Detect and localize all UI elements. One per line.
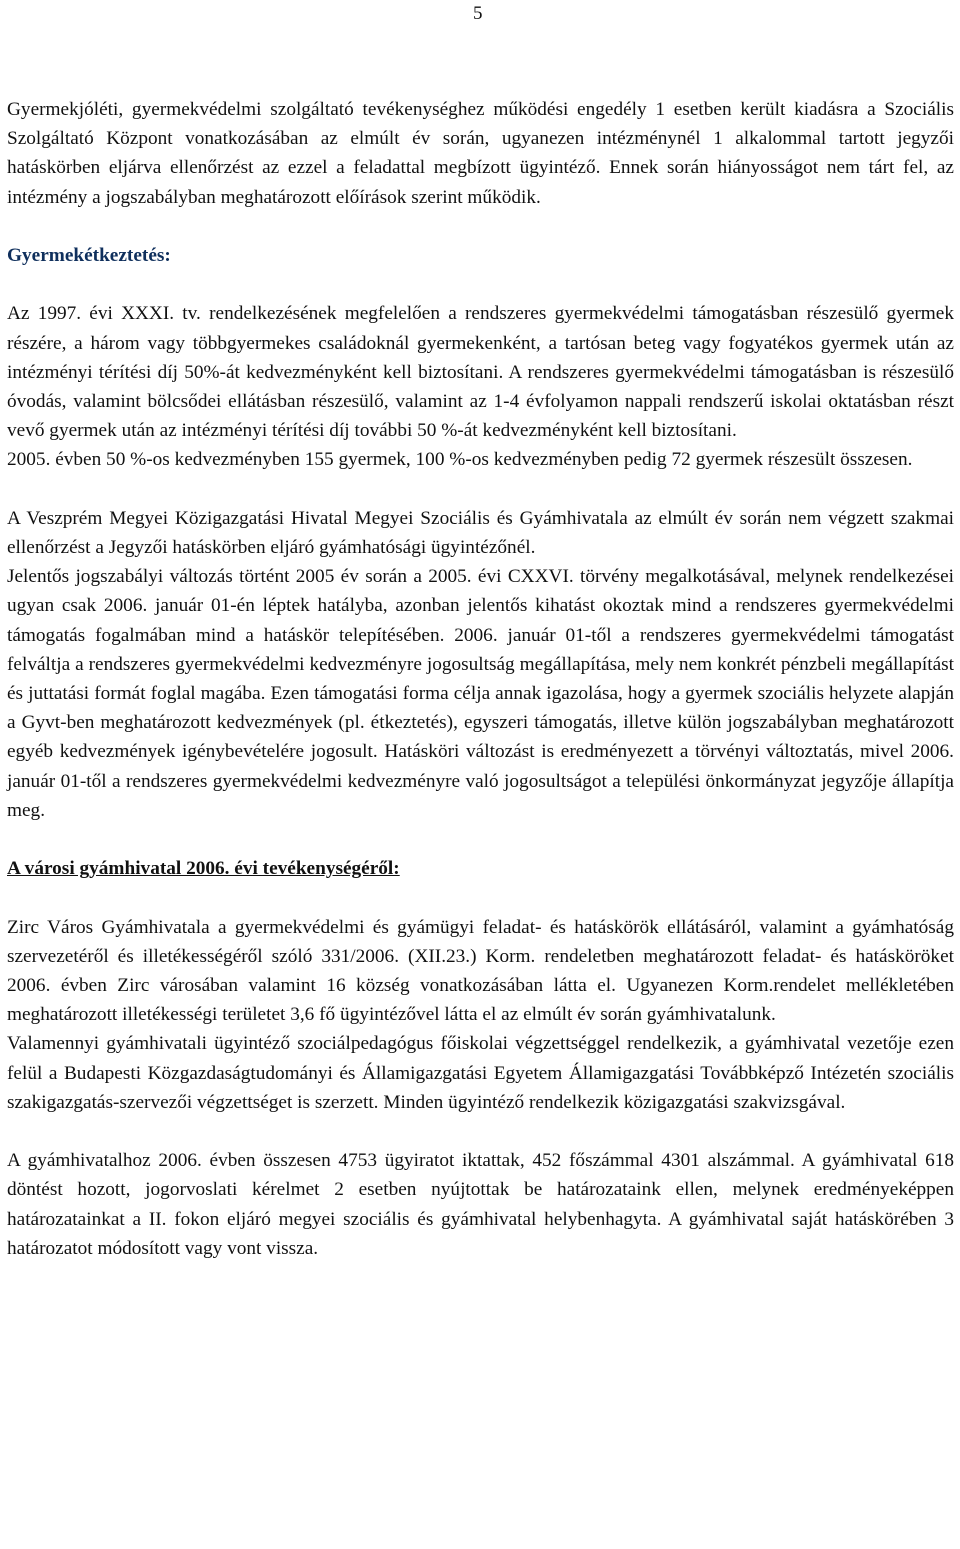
- office-staff-paragraph: Valamennyi gyámhivatali ügyintéző szociálpedagógus főiskolai végzettséggel rendelkezik, a gyámhivatal vezetője ezen felül a Budapesti Közgazdaságtudományi és Államigazgatási Egyetem Államigazgatási Továbbképző Intézetén szociális szakigazgatás-szervezői végzettséget is szerzett. Minden ügyintéző rendelkezik közigazgatási szakvizsgával.: [7, 1033, 954, 1113]
- page-number: 5: [473, 3, 483, 24]
- spacer: [7, 825, 954, 854]
- feeding-paragraph: Az 1997. évi XXXI. tv. rendelkezésének megfelelően a rendszeres gyermekvédelmi támogatásban részesülő gyermek részére, a három vagy többgyermekes családoknál gyermekenként, a tartósan beteg vagy fogyatékos gyermek után az intézményi térítési díj 50%-át kedvezményként kell biztosítani. A rendszeres gyermekvédelmi támogatásban is részesülő óvodás, valamint bölcsődei ellátásban részesülő, valamint az 1-4 évfolyamon nappali rendszerű iskolai oktatásban részt vevő gyermek után az intézményi térítési díj további 50 %-át kedvezményként kell biztosítani.: [7, 303, 954, 442]
- intro-paragraph: Gyermekjóléti, gyermekvédelmi szolgáltató tevékenységhez működési engedély 1 esetben került kiadásra a Szociális Szolgáltató Központ vonatkozásában az elmúlt év során, ugyanezen intézménynél 1 alkalommal tartott jegyzői hatáskörben eljárva ellenőrzést az ezzel a feladattal megbízott ügyintéző. Ennek során hiányosságot nem tárt fel, az intézmény a jogszabályban meghatározott előírások szerint működik.: [7, 99, 954, 208]
- spacer: [7, 212, 954, 241]
- feeding-statistics-paragraph: 2005. évben 50 %-os kedvezményben 155 gyermek, 100 %-os kedvezményben pedig 72 gyermek részesült összesen.: [7, 449, 913, 471]
- spacer: [7, 883, 954, 912]
- section-heading-gyamhivatal: A városi gyámhivatal 2006. évi tevékenységéről:: [7, 858, 400, 880]
- office-statistics-paragraph: A gyámhivatalhoz 2006. évben összesen 4753 ügyiratot iktattak, 452 főszámmal 4301 alszámmal. A gyámhivatal 618 döntést hozott, jogorvoslati kérelmet 2 esetben nyújtottak be határozataink ellen, melynek eredményeképpen határozatainkat a II. fokon eljáró megyei szociális és gyámhivatal helybenhagyta. A gyámhivatal saját hatáskörében 3 határozatot módosított vagy vont vissza.: [7, 1150, 954, 1259]
- document-body: [7, 95, 954, 1263]
- inspection-paragraph: A Veszprém Megyei Közigazgatási Hivatal Megyei Szociális és Gyámhivatala az elmúlt év során nem végzett szakmai ellenőrzést a Jegyzői hatáskörben eljáró gyámhatósági ügyintézőnél.: [7, 507, 954, 558]
- office-duties-paragraph: Zirc Város Gyámhivatala a gyermekvédelmi és gyámügyi feladat- és hatáskörök ellátásáról, valamint a gyámhatóság szervezetéről és illetékességéről szóló 331/2006. (XII.23.) Korm. rendeletben meghatározott feladat- és hatásköröket 2006. évben Zirc városában valamint 16 község vonatkozásában látta el. Ugyanezen Korm.rendelet mellékletében meghatározott illetékességi területet 3,6 fő ügyintézővel látta el az elmúlt év során gyámhivatalunk.: [7, 916, 954, 1026]
- spacer: [7, 270, 954, 299]
- spacer: [7, 1117, 954, 1146]
- spacer: [7, 475, 954, 504]
- law-change-paragraph: Jelentős jogszabályi változás történt 2005 év során a 2005. évi CXXVI. törvény megalkotásával, melynek rendelkezései ugyan csak 2006. január 01-én léptek hatályba, azonban jelentős kihatást okoztak mind a rendszeres gyermekvédelmi támogatás fogalmában mind a hatáskör telepítésében. 2006. január 01-től a rendszeres gyermekvédelmi támogatást felváltja a rendszeres gyermekvédelmi kedvezményre jogosultság megállapítása, mely nem konkrét pénzbeli megállapítást és juttatási formát foglal magába. Ezen támogatási forma célja annak igazolása, hogy a gyermek szociális helyzete alapján a Gyvt-ben meghatározott kedvezmények (pl. étkeztetés), egyszeri támogatás, illetve külön jogszabályban meghatározott egyéb kedvezmények igénybevételére jogosult. Hatásköri változást is eredményezett a törvényi változtatás, mivel 2006. január 01-től a rendszeres gyermekvédelmi kedvezményre való jogosultságot a települési önkormányzat jegyzője állapítja meg.: [7, 566, 954, 821]
- section-heading-gyermeketkeztetes: Gyermekétkeztetés:: [7, 245, 171, 266]
